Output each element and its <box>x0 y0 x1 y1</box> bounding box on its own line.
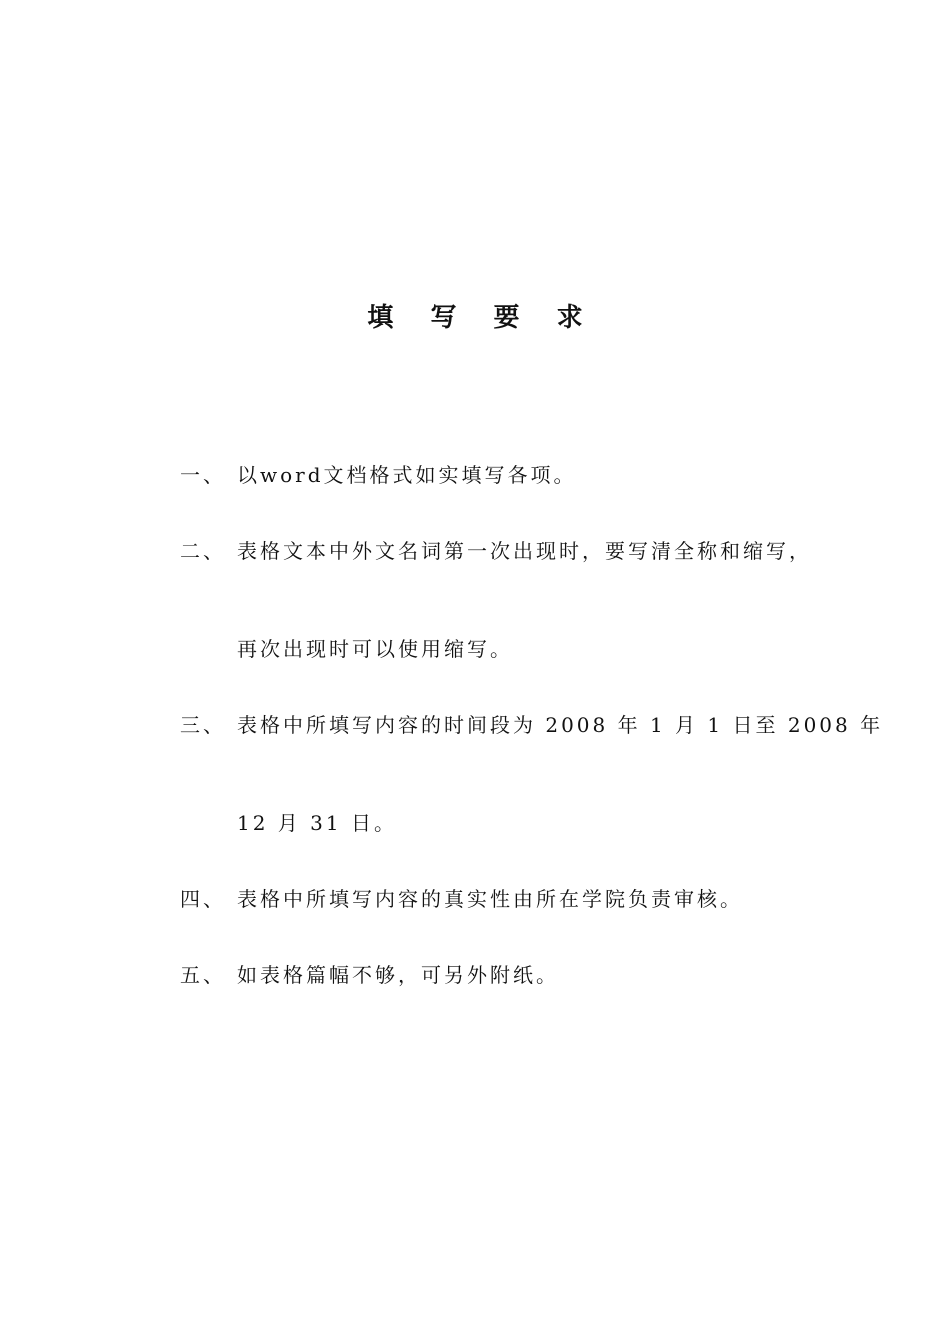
page-title: 填 写 要 求 <box>367 303 597 333</box>
item-text: 如表格篇幅不够，可另外附纸。 <box>237 963 559 987</box>
item-number: 三、 <box>180 713 226 737</box>
item-text: 以word文档格式如实填写各项。 <box>237 463 577 487</box>
item-number: 四、 <box>180 887 226 911</box>
item-number: 五、 <box>180 963 226 987</box>
item-text: 表格文本中外文名词第一次出现时，要写清全称和缩写， <box>237 539 812 563</box>
item-text: 表格中所填写内容的时间段为 2008 年 1 月 1 日至 2008 年 <box>237 713 884 737</box>
item-number: 一、 <box>180 463 226 487</box>
item-text-continuation: 12 月 31 日。 <box>237 811 397 835</box>
item-text: 表格中所填写内容的真实性由所在学院负责审核。 <box>237 887 743 911</box>
item-number: 二、 <box>180 539 226 563</box>
item-text-continuation: 再次出现时可以使用缩写。 <box>237 637 513 661</box>
